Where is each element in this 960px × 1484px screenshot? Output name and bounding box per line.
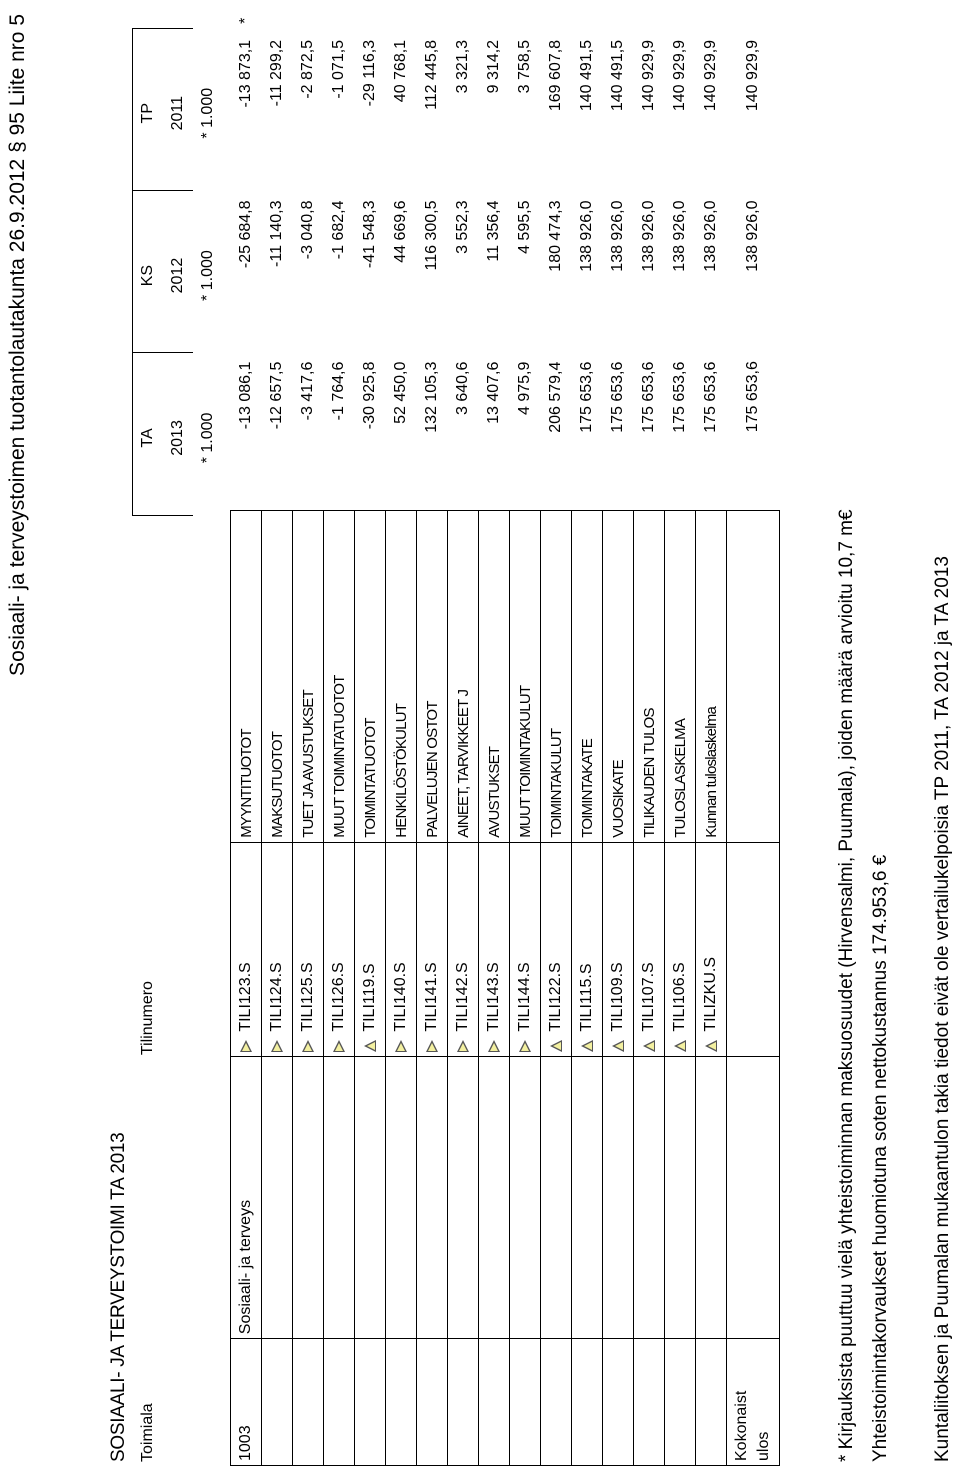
header-tp: TP (133, 28, 164, 190)
collapse-triangle-icon[interactable] (674, 1040, 686, 1052)
value-ks: 4 595,5 (516, 200, 533, 254)
tili-code: TILI126.S (330, 962, 347, 1032)
footnote-star (541, 1, 572, 28)
total-row (727, 1, 780, 1466)
value-ks: 180 474,3 (547, 200, 564, 272)
account-name: AINEET, TARVIKKEET J (448, 511, 479, 843)
footnote-star (448, 1, 479, 28)
tili-cell (634, 842, 665, 1056)
total-ks: 138 926,0 (744, 200, 761, 272)
header-ks: KS (133, 190, 164, 352)
budget-table (132, 0, 223, 1466)
tili-code: TILI141.S (423, 962, 440, 1032)
expand-triangle-icon[interactable] (426, 1040, 438, 1052)
account-name: MUUT TOIMINTATUOTOT (324, 511, 355, 843)
expand-triangle-icon[interactable] (333, 1040, 345, 1052)
table-row (386, 1, 417, 1466)
value-ta: 4 975,9 (516, 361, 533, 415)
value-ta: 206 579,4 (547, 361, 564, 433)
account-name: TOIMINTATUOTOT (355, 511, 386, 843)
expand-triangle-icon[interactable] (519, 1040, 531, 1052)
value-ta: 13 407,6 (485, 361, 502, 424)
collapse-triangle-icon[interactable] (364, 1040, 376, 1052)
page-title: SOSIAALI- JA TERVEYSTOIMI TA 2013 (108, 1132, 129, 1462)
note-2: Yhteistoimintakorvaukset huomiotuna soten nettokustannus 174.953,6 € (870, 854, 891, 1462)
footnote-star (324, 1, 355, 28)
footnote-star (262, 1, 293, 28)
total-label-line-1: Kokonaist (733, 1390, 750, 1461)
data-table (230, 0, 780, 1466)
tili-cell (572, 842, 603, 1056)
value-ta: 175 653,6 (671, 361, 688, 433)
header-toimiala: Toimiala (138, 1403, 156, 1462)
value-tp: 169 607,8 (547, 39, 564, 112)
total-label (727, 1339, 780, 1466)
header-ta-year: 2013 (163, 353, 193, 515)
total-label-line-2: ulos (755, 1431, 772, 1461)
tili-code: TILI144.S (516, 962, 533, 1032)
footnote-star (696, 1, 727, 28)
table-row (696, 1, 727, 1466)
collapse-triangle-icon[interactable] (643, 1040, 655, 1052)
value-ta: 175 653,6 (702, 361, 719, 433)
footnote-star (386, 1, 417, 28)
tili-cell (355, 842, 386, 1056)
header-row-3 (193, 0, 223, 1466)
footnote-star (634, 1, 665, 28)
table-row (572, 1, 603, 1466)
expand-triangle-icon[interactable] (240, 1040, 252, 1052)
table-row (479, 1, 510, 1466)
header-tp-year: 2011 (163, 28, 193, 190)
header-tp-unit: * 1.000 (199, 87, 216, 139)
value-ta: 132 105,3 (423, 361, 440, 433)
collapse-triangle-icon[interactable] (705, 1040, 717, 1052)
tili-code: TILI107.S (640, 962, 657, 1032)
value-tp: 140 929,9 (702, 39, 719, 112)
value-ta: 3 640,6 (454, 361, 471, 415)
account-name: Kunnan tuloslaskelma (696, 511, 727, 843)
tili-code: TILIZKU.S (702, 956, 719, 1032)
tili-cell (510, 842, 541, 1056)
table-row (324, 1, 355, 1466)
value-ks: 138 926,0 (671, 200, 688, 272)
footnote-star (572, 1, 603, 28)
collapse-triangle-icon[interactable] (612, 1040, 624, 1052)
value-ks: 138 926,0 (640, 200, 657, 272)
account-name: MAKSUTUOTOT (262, 511, 293, 843)
value-ks: 138 926,0 (578, 200, 595, 272)
tili-cell (293, 842, 324, 1056)
tili-code: TILI143.S (485, 962, 502, 1032)
account-name: HENKILÖSTÖKULUT (386, 511, 417, 843)
footnote-star (510, 1, 541, 28)
unit-code: 1003 (231, 1339, 262, 1466)
tili-code: TILI140.S (392, 962, 409, 1032)
account-name: TOIMINTAKULUT (541, 511, 572, 843)
tili-cell (417, 842, 448, 1056)
table-row (417, 1, 448, 1466)
footnote-star (417, 1, 448, 28)
table-row (510, 1, 541, 1466)
value-tp: 9 314,2 (485, 39, 502, 94)
value-ks: -11 140,3 (268, 200, 285, 267)
value-tp: -2 872,5 (299, 39, 316, 99)
value-ta: 175 653,6 (640, 361, 657, 433)
value-ta: -12 657,5 (268, 361, 285, 430)
tili-code: TILI125.S (299, 962, 316, 1032)
tili-cell (696, 842, 727, 1056)
tili-cell (448, 842, 479, 1056)
total-tp: 140 929,9 (744, 39, 761, 112)
tili-code: TILI122.S (547, 962, 564, 1032)
value-tp: -1 071,5 (330, 39, 347, 99)
table-row (293, 1, 324, 1466)
value-ks: -41 548,3 (361, 200, 378, 269)
table-row (603, 1, 634, 1466)
header-row-1 (133, 0, 164, 1466)
table-row (231, 1, 262, 1466)
value-ta: -1 764,6 (330, 361, 347, 421)
value-ks: 138 926,0 (609, 200, 626, 272)
value-tp: -29 116,3 (361, 39, 378, 107)
value-tp: 140 929,9 (640, 39, 657, 112)
tili-code: TILI124.S (268, 962, 285, 1032)
tili-cell (386, 842, 417, 1056)
value-tp: -13 873,1 (237, 39, 254, 108)
value-ks: 44 669,6 (392, 200, 409, 263)
tili-code: TILI119.S (361, 963, 378, 1032)
account-name: TOIMINTAKATE (572, 511, 603, 843)
value-ks: 116 300,5 (423, 200, 440, 271)
tili-code: TILI109.S (609, 962, 626, 1032)
header-ks-year: 2012 (163, 190, 193, 352)
expand-triangle-icon[interactable] (457, 1040, 469, 1052)
value-tp: -11 299,2 (268, 39, 285, 107)
note-1: * Kirjauksista puuttuu vielä yhteistoiminnan maksuosuudet (Hirvensalmi, Puumala), joiden määrä arvioitu 10,7 m€ (836, 509, 857, 1462)
value-ks: 3 552,3 (454, 200, 471, 254)
total-ta: 175 653,6 (744, 361, 761, 433)
account-name: MYYNTITUOTOT (231, 511, 262, 843)
expand-triangle-icon[interactable] (271, 1040, 283, 1052)
footnote-star (479, 1, 510, 28)
account-name: TULOSLASKELMA (665, 511, 696, 843)
value-ks: -25 684,8 (237, 200, 254, 269)
table-row (355, 1, 386, 1466)
value-tp: 140 491,5 (578, 39, 595, 112)
value-ta: -13 086,1 (237, 361, 254, 430)
tili-cell (665, 842, 696, 1056)
account-name: VUOSIKATE (603, 511, 634, 843)
account-name: AVUSTUKSET (479, 511, 510, 843)
note-3: Kuntaliitoksen ja Puumalan mukaantulon takia tiedot eivät ole vertailukelpoisia TP 2011, TA 2012 ja TA 2013 (932, 556, 953, 1462)
footnote-star (665, 1, 696, 28)
header-ta-unit: * 1.000 (199, 412, 216, 464)
value-ks: 11 356,4 (485, 200, 502, 262)
expand-triangle-icon[interactable] (488, 1040, 500, 1052)
value-ta: -3 417,6 (299, 361, 316, 421)
table-row (634, 1, 665, 1466)
value-tp: 140 929,9 (671, 39, 688, 112)
footnote-star (355, 1, 386, 28)
table-row (448, 1, 479, 1466)
table-row (541, 1, 572, 1466)
collapse-triangle-icon[interactable] (550, 1040, 562, 1052)
tili-cell (231, 842, 262, 1056)
footnote-star (603, 1, 634, 28)
header-ta: TA (133, 353, 164, 515)
account-name: TUET JA AVUSTUKSET (293, 511, 324, 843)
footnote-star (293, 1, 324, 28)
value-tp: 3 758,5 (516, 39, 533, 94)
value-ta: 52 450,0 (392, 361, 409, 424)
tili-cell (603, 842, 634, 1056)
value-tp: 140 491,5 (609, 39, 626, 112)
tili-cell (324, 842, 355, 1056)
header-row-2 (163, 0, 193, 1466)
unit-name: Sosiaali- ja terveys (231, 1056, 262, 1339)
header-tilinumero: Tilinumero (138, 981, 156, 1056)
tili-code: TILI115.S (578, 963, 595, 1032)
account-name: MUUT TOIMINTAKULUT (510, 511, 541, 843)
header-ks-unit: * 1.000 (199, 250, 216, 301)
tili-code: TILI142.S (454, 962, 471, 1032)
collapse-triangle-icon[interactable] (581, 1040, 593, 1052)
value-ks: 138 926,0 (702, 200, 719, 272)
page-header: Sosiaali- ja terveystoimen tuotantolautakunta 26.9.2012 § 95 Liite nro 5 (6, 14, 29, 676)
footnote-star: * (237, 17, 254, 24)
value-tp: 112 445,8 (423, 39, 440, 110)
table-row (665, 1, 696, 1466)
account-name: PALVELUJEN OSTOT (417, 511, 448, 843)
value-ta: 175 653,6 (609, 361, 626, 433)
value-tp: 40 768,1 (392, 39, 409, 103)
tili-code: TILI123.S (237, 962, 254, 1032)
expand-triangle-icon[interactable] (395, 1040, 407, 1052)
account-name: TILIKAUDEN TULOS (634, 511, 665, 843)
value-ta: -30 925,8 (361, 361, 378, 430)
expand-triangle-icon[interactable] (302, 1040, 314, 1052)
tili-cell (262, 842, 293, 1056)
tili-code: TILI106.S (671, 962, 688, 1032)
value-ks: -1 682,4 (330, 200, 347, 260)
value-tp: 3 321,3 (454, 39, 471, 94)
tili-cell (541, 842, 572, 1056)
table-row (262, 1, 293, 1466)
value-ks: -3 040,8 (299, 200, 316, 260)
tili-cell (479, 842, 510, 1056)
value-ta: 175 653,6 (578, 361, 595, 433)
